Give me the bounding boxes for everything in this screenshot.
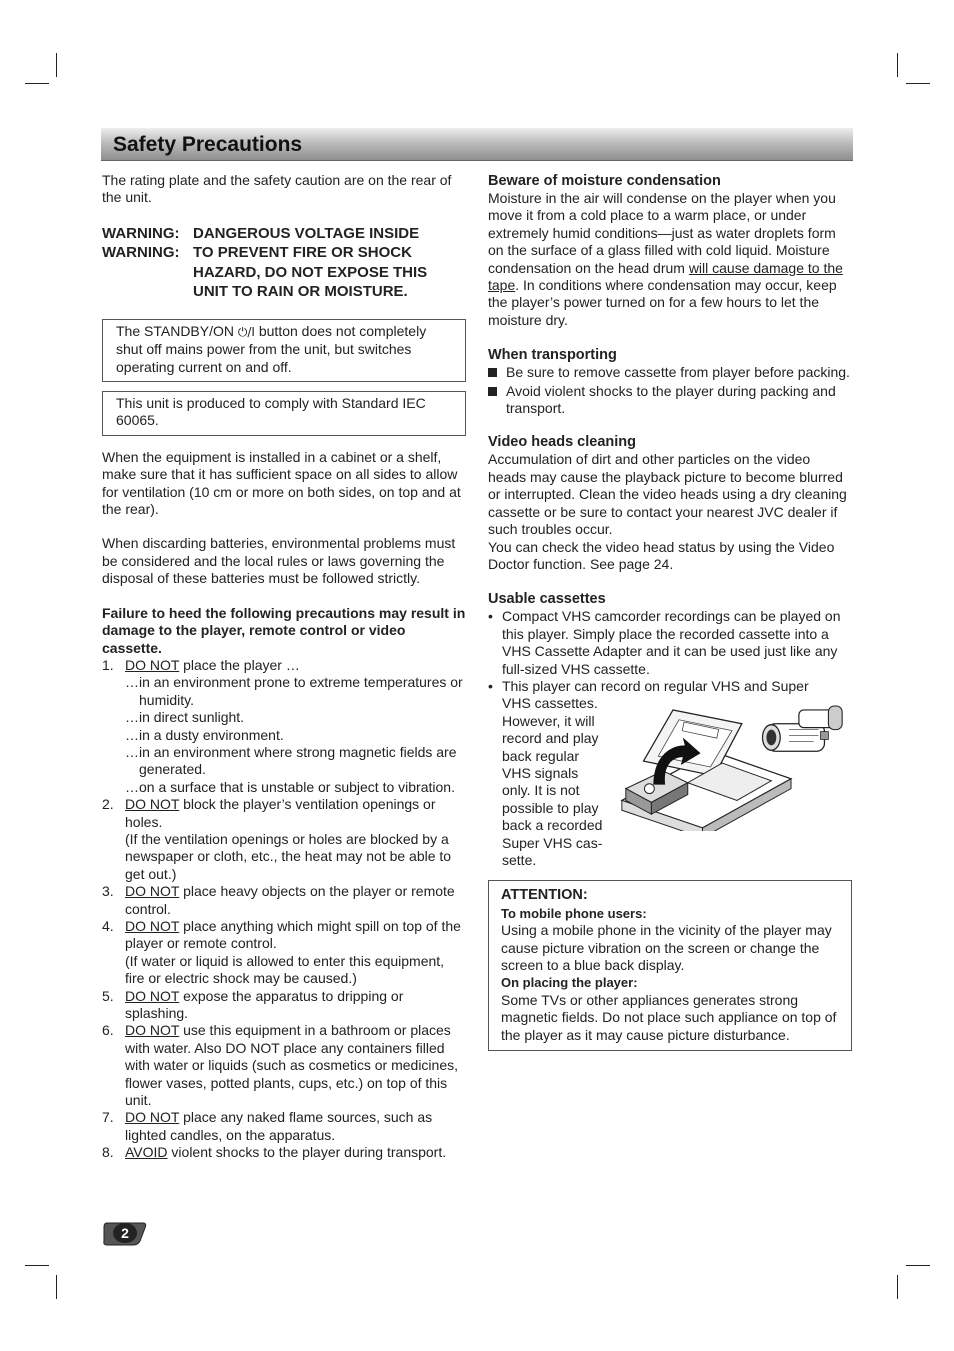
crop-mark [25, 83, 49, 84]
precautions-list [102, 657, 466, 1162]
precaution-item [102, 988, 466, 1023]
moisture-text [488, 190, 852, 329]
ventilation-text: When the equipment is installed in a cabinet or a shelf, make sure that it has sufficient space on all sides to allow for ventilation (10 cm or more on both sides, on top and at the rear). [102, 448, 461, 518]
warning-label: WARNING: [102, 224, 180, 242]
crop-mark [56, 53, 57, 77]
page-title: Safety Precautions [113, 133, 303, 156]
moisture-underlined: will cause damage to the tape [488, 259, 843, 294]
precaution-item [102, 1109, 466, 1144]
item-keyword: DO NOT [125, 918, 180, 934]
warning-text: TO PREVENT FIRE OR SHOCK HAZARD, DO NOT EXPOSE THIS UNIT TO RAIN OR MOISTURE. [193, 244, 428, 301]
list-item [488, 383, 852, 418]
item-text: use this equipment in a bathroom or places with water. Also DO NOT place any containers filled with water or liquids (such as cosmetics or medicines, flower vases, potted plants, cups, etc.) on top of this unit. [125, 1022, 459, 1109]
vhs-line: record and play [502, 730, 599, 747]
warning-label: WARNING: [102, 244, 180, 262]
item-keyword: DO NOT [125, 883, 180, 900]
heads-text-2: You can check the video head status by using the Video Doctor function. See page 24. [488, 538, 835, 572]
item-keyword: DO NOT [125, 796, 180, 813]
cassette-adapter-illustration [614, 701, 852, 831]
standby-text-post: button does not completely shut off mains power from the unit, but switches operating current on and off. [116, 322, 427, 375]
item-note: (If the ventilation openings or holes are blocked by a newspaper or cloth, etc., the heat may not be able to get out.) [125, 830, 452, 882]
power-icon: ⏻/I [237, 324, 255, 339]
vhs-wrap [502, 695, 852, 869]
vhs-line: back a recorded [502, 817, 603, 834]
placing-text: Some TVs or other appliances generates strong magnetic fields. Do not place such appliance on top of the player as it may cause picture disturbance. [501, 991, 837, 1043]
sub-item: …in an environment where strong magnetic fields are generated. [125, 743, 457, 778]
vhs-line: back regular [502, 747, 580, 764]
sub-item: …in an environment prone to extreme temperatures or humidity. [125, 674, 463, 708]
item-text: place the player … [179, 656, 300, 673]
attention-heading: ATTENTION: [501, 887, 588, 904]
item-keyword: DO NOT [125, 656, 180, 673]
moisture-heading: Beware of moisture condensation [488, 173, 721, 189]
item-keyword: DO NOT [125, 987, 180, 1004]
attention-box [488, 880, 852, 1051]
precaution-item [102, 883, 466, 918]
item-number: 3. [102, 883, 114, 900]
list-item [488, 364, 852, 381]
cassettes-list [488, 608, 852, 869]
intro-text: The rating plate and the safety caution are on the rear of the unit. [102, 172, 452, 206]
item-number: 4. [102, 918, 114, 934]
crop-mark [897, 53, 898, 77]
warning-block [102, 224, 466, 302]
item-keyword: DO NOT [125, 1109, 180, 1126]
crop-mark [25, 1265, 49, 1266]
crop-mark [906, 83, 930, 84]
item-text: violent shocks to the player during transport. [167, 1144, 447, 1161]
moisture-text-b: . In conditions where condensation may occur, keep the player’s power turned on for a few hours to let the moisture dry. [488, 277, 837, 328]
item-number: 5. [102, 987, 114, 1004]
left-column [102, 172, 466, 1162]
cassettes-heading: Usable cassettes [488, 591, 606, 608]
transporting-heading: When transporting [488, 347, 617, 364]
item-note: (If water or liquid is allowed to enter this equipment, fire or electric shock may be caused.) [125, 952, 445, 987]
item-text: place any naked flame sources, such as lighted candles, on the apparatus. [125, 1109, 433, 1143]
item-number: 2. [102, 796, 114, 813]
vhs-line: only. It is not [502, 782, 580, 799]
standby-note-box [102, 319, 466, 382]
iec-text: This unit is produced to comply with Standard IEC 60065. [116, 395, 426, 429]
precaution-item [102, 796, 466, 883]
list-item-text: Be sure to remove cassette from player before packing. [506, 364, 850, 381]
item-number: 1. [102, 656, 114, 673]
precaution-item [102, 657, 466, 796]
transporting-list [488, 364, 852, 417]
list-item [488, 678, 852, 869]
crop-mark [56, 1275, 57, 1299]
page-number: 2 [121, 1225, 129, 1241]
item-text: expose the apparatus to dripping or splashing. [125, 987, 404, 1022]
mobile-heading: To mobile phone users: [501, 905, 647, 921]
warning-text: DANGEROUS VOLTAGE INSIDE [193, 224, 420, 242]
vhs-line: sette. [502, 852, 537, 868]
bullet-icon: • [488, 677, 493, 694]
item-keyword: DO NOT [125, 1022, 180, 1039]
placing-heading: On placing the player: [501, 975, 638, 991]
item-text: place anything which might spill on top of the player or remote control. [125, 918, 461, 952]
failure-heading: Failure to heed the following precautions may result in damage to the player, remote control or video cassette. [102, 604, 466, 656]
item-number: 6. [102, 1022, 114, 1039]
item-number: 8. [102, 1144, 114, 1161]
item-number: 7. [102, 1109, 114, 1126]
sub-item: …on a surface that is unstable or subject to vibration. [125, 778, 455, 795]
moisture-text-a: Moisture in the air will condense on the player when you move it from a cold place to a warm place, or under extremely humid conditions—just as water droplets form on the surface of a glass filled with cold liquid. Moisture condensation on the head drum [488, 190, 836, 276]
vhs-line: VHS cassettes. [502, 695, 598, 712]
crop-mark [897, 1275, 898, 1299]
bullet-icon: • [488, 608, 493, 625]
item-keyword: AVOID [125, 1144, 168, 1161]
crop-mark [906, 1265, 930, 1266]
page-number-badge [103, 1221, 147, 1246]
sub-item: …in direct sunlight. [125, 709, 245, 726]
list-item [488, 608, 852, 678]
standby-text-pre: The STANDBY/ON [116, 322, 238, 339]
title-bar [101, 128, 853, 161]
square-bullet-icon [488, 387, 497, 396]
warning-row [102, 243, 466, 302]
item-text: block the player’s ventilation openings or holes. [125, 796, 436, 830]
vhs-line: However, it will [502, 712, 595, 729]
warning-row [102, 224, 466, 244]
vhs-line: VHS signals [502, 764, 579, 781]
batteries-text: When discarding batteries, environmental problems must be considered and the local rules or laws governing the disposal of these batteries must be followed strictly. [102, 535, 456, 587]
square-bullet-icon [488, 368, 497, 377]
item-text: place heavy objects on the player or remote control. [125, 883, 455, 917]
heads-text: Accumulation of dirt and other particles on the video heads may cause the playback picture to become blurred or interrupted. Clean the video heads using a dry cleaning cassette or be sure to contact your nearest JVC dealer if such troubles occur. [488, 451, 847, 538]
sub-item: …in a dusty environment. [125, 726, 284, 743]
precaution-item [102, 918, 466, 988]
vhs-line: Super VHS cas- [502, 834, 603, 851]
list-item-text: Compact VHS camcorder recordings can be played on this player. Simply place the recorded cassette into a VHS Cassette Adapter and it can be used just like any full-sized VHS cassette. [502, 608, 841, 677]
vhs-line: possible to play [502, 799, 599, 816]
heads-heading: Video heads cleaning [488, 434, 637, 451]
right-column [488, 172, 852, 1051]
vhs-text [502, 695, 610, 869]
precaution-item [102, 1144, 466, 1161]
list-item-text: This player can record on regular VHS and Super [502, 677, 809, 694]
list-item-text: Avoid violent shocks to the player during packing and transport. [506, 382, 836, 417]
mobile-text: Using a mobile phone in the vicinity of the player may cause picture vibration on the screen or change the screen to a blue back display. [501, 922, 832, 974]
precaution-item [102, 1022, 466, 1109]
iec-note-box [102, 391, 466, 436]
